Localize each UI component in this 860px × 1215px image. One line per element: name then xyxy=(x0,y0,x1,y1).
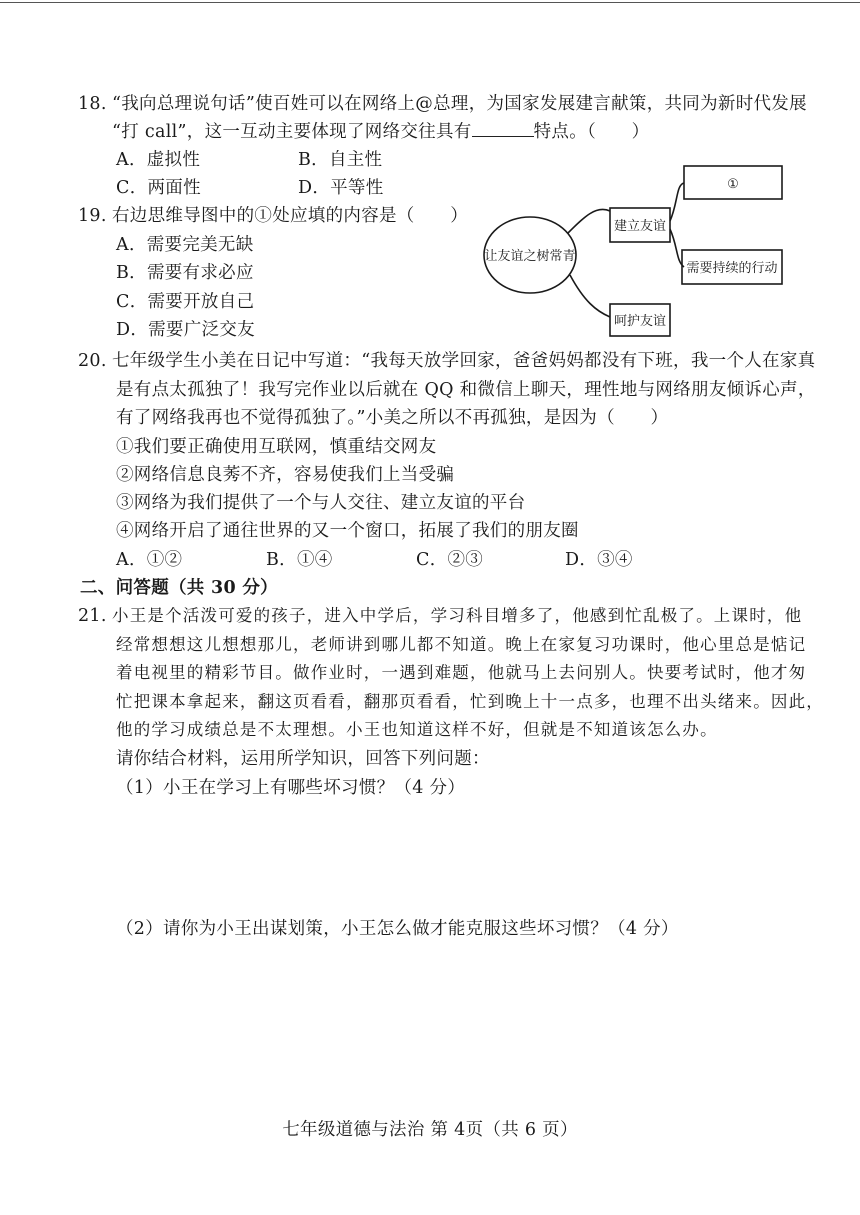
q20-option-b: B．①④ xyxy=(266,550,333,570)
q19-option-c: C．需要开放自己 xyxy=(116,292,255,312)
q21-line-3: 着电视里的精彩节目。做作业时，一遇到难题，他就马上去问别人。快要考试时，他才匆 xyxy=(116,663,807,682)
q20-option-a: A．①② xyxy=(116,550,183,570)
q18-option-d: D．平等性 xyxy=(298,178,384,198)
q19-stem: 右边思维导图中的①处应填的内容是（ ） xyxy=(112,206,468,226)
q21-sub-question-1: （1）小王在学习上有哪些坏习惯？（4 分） xyxy=(116,778,466,798)
q20-line1: 七年级学生小美在日记中写道：“我每天放学回家，爸爸妈妈都没有下班，我一个人在家真 xyxy=(112,351,816,371)
q21-prompt: 请你结合材料，运用所学知识，回答下列问题： xyxy=(116,749,490,769)
q18-line2-post: 特点。（ ） xyxy=(533,122,650,142)
q18-line2-pre: “打 call”，这一互动主要体现了网络交往具有 xyxy=(112,122,472,142)
mind-map-center-label: 让友谊之树常青 xyxy=(484,249,576,264)
section-2-title: 二、问答题（共 30 分） xyxy=(80,578,278,598)
page-footer: 七年级道德与法治 第 4页（共 6 页） xyxy=(282,1120,578,1140)
mind-map-diagram xyxy=(478,163,788,343)
q18-line1: “我向总理说句话”使百姓可以在网络上@总理，为国家发展建言献策，共同为新时代发展 xyxy=(112,94,807,114)
q21-line-5: 他的学习成绩总是不太理想。小王也知道这样不好，但就是不知道该怎么办。 xyxy=(116,720,718,739)
q20-item-4: ④网络开启了通往世界的又一个窗口，拓展了我们的朋友圈 xyxy=(116,521,579,541)
mind-map-leaf2-label: 需要持续的行动 xyxy=(686,261,778,276)
q18-number: 18. xyxy=(78,94,107,114)
q18-line2 xyxy=(112,121,649,143)
q21-line-2: 经常想想这儿想想那儿，老师讲到哪儿都不知道。晚上在家复习功课时，他心里总是惦记 xyxy=(116,635,807,654)
q19-option-b: B．需要有求必应 xyxy=(116,263,254,283)
mind-map-link-bottom xyxy=(570,275,610,317)
mind-map-build-label: 建立友谊 xyxy=(613,219,667,234)
q20-option-d: D．③④ xyxy=(565,550,633,570)
q21-line-4: 忙把课本拿起来，翻这页看看，翻那页看看，忙到晚上十一点多，也理不出头绪来。因此， xyxy=(116,692,824,711)
q18-option-c: C．两面性 xyxy=(116,178,201,198)
top-border-line xyxy=(0,2,860,3)
mind-map-leaf1-label: ① xyxy=(727,177,739,192)
mind-map-link-leaf1 xyxy=(670,183,684,221)
q20-item-2: ②网络信息良莠不齐，容易使我们上当受骗 xyxy=(116,465,455,485)
q18-option-b: B．自主性 xyxy=(298,150,383,170)
q21-number: 21. xyxy=(78,606,107,626)
q20-number: 20. xyxy=(78,351,107,371)
q20-item-1: ①我们要正确使用互联网，慎重结交网友 xyxy=(116,437,437,457)
mind-map-protect-label: 呵护友谊 xyxy=(613,314,667,329)
q19-number: 19. xyxy=(78,206,107,226)
q20-option-c: C．②③ xyxy=(416,550,484,570)
q21-sub-question-2: （2）请你为小王出谋划策，小王怎么做才能克服这些坏习惯？（4 分） xyxy=(116,919,679,939)
mind-map-link-top xyxy=(568,209,610,233)
q20-line2: 是有点太孤独了！我写完作业以后就在 QQ 和微信上聊天，理性地与网络朋友倾诉心声， xyxy=(116,380,816,400)
q20-line3: 有了网络我再也不觉得孤独了。”小美之所以不再孤独，是因为（ ） xyxy=(116,408,669,428)
q20-item-3: ③网络为我们提供了一个与人交往、建立友谊的平台 xyxy=(116,493,526,513)
q21-line-1: 小王是个活泼可爱的孩子，进入中学后，学习科目增多了，他感到忙乱极了。上课时，他 xyxy=(112,606,803,625)
q18-option-a: A．虚拟性 xyxy=(116,150,201,170)
q19-option-d: D．需要广泛交友 xyxy=(116,320,255,340)
q19-option-a: A．需要完美无缺 xyxy=(116,235,254,255)
answer-blank xyxy=(472,122,534,137)
